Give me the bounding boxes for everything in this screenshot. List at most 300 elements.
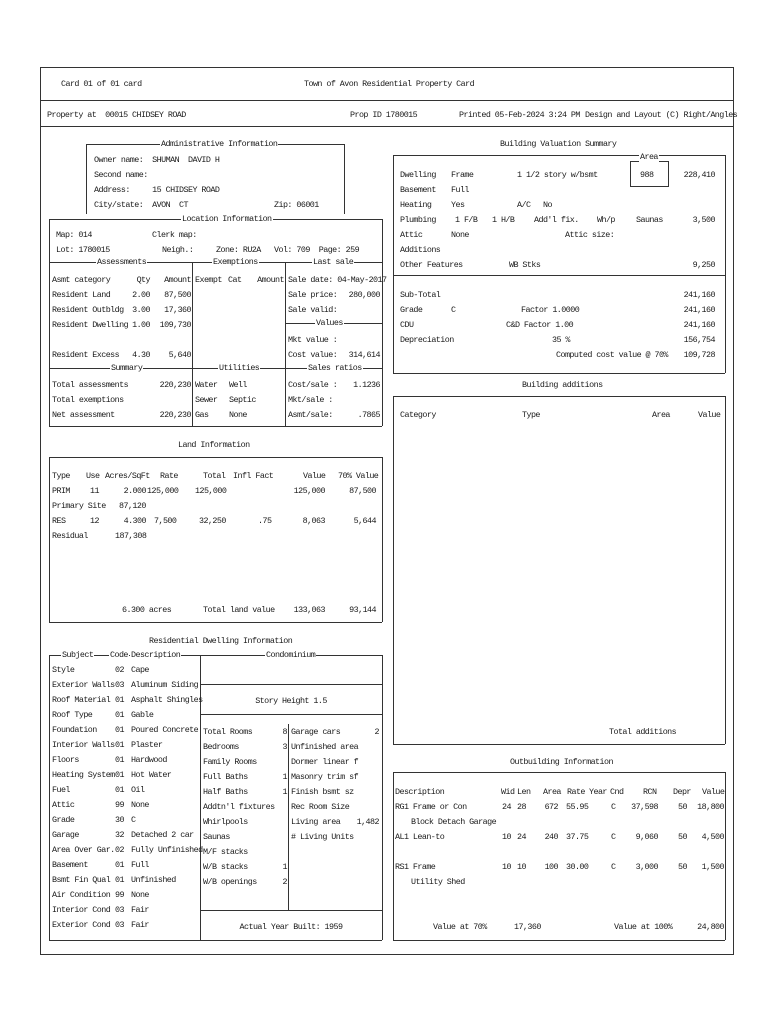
divider xyxy=(40,100,734,101)
outbuilding-rcn: 3,000 xyxy=(635,862,658,872)
ob-header-wid: Wid xyxy=(501,787,515,797)
outbuilding-desc: RS1 Frame xyxy=(395,862,436,872)
dwelling-feature-label: # Living Units xyxy=(291,832,354,842)
code-header: Code xyxy=(110,650,128,660)
dwelling-subject: Roof Type xyxy=(52,710,93,720)
cost-sale-value: 1.1236 xyxy=(353,380,380,390)
dwelling-room-label: Bedrooms xyxy=(203,742,239,752)
asmt-qty-header: Qty xyxy=(136,275,150,285)
outbuilding-value: 4,500 xyxy=(701,832,724,842)
dwelling-code: 32 xyxy=(115,830,124,840)
dwelling-room-value: 3 xyxy=(282,742,287,752)
dwelling-style: 1 1/2 story w/bsmt xyxy=(517,170,598,180)
total-acres: 6.300 acres xyxy=(122,605,172,615)
dwelling-subject: Air Condition xyxy=(52,890,111,900)
subtotal-value: 241,160 xyxy=(683,290,715,300)
mkt-value: Mkt value : xyxy=(288,335,338,345)
additions-title: Building additions xyxy=(522,380,603,390)
outbuilding-len: 10 xyxy=(517,862,526,872)
sale-date: Sale date: 04-May-2017 xyxy=(288,275,387,285)
dwelling-room-value: 1 xyxy=(282,862,287,872)
land-row-type: PRIM xyxy=(52,486,70,496)
dwelling-room-label: Half Baths xyxy=(203,787,248,797)
addl-fixtures: Add'l fix. xyxy=(534,215,579,225)
dwelling-feature-label: Unfinished area xyxy=(291,742,359,752)
divider xyxy=(725,772,726,940)
admin-section-label: Administrative Information xyxy=(161,139,278,149)
primary-site-value: 87,120 xyxy=(119,501,146,511)
divider xyxy=(382,219,383,426)
total-land-label: Total land value xyxy=(203,605,275,615)
dwelling-subject: Floors xyxy=(52,755,79,765)
divider xyxy=(49,457,50,622)
attic-value: None xyxy=(451,230,469,240)
outbuilding-wid: 10 xyxy=(502,832,511,842)
full-baths: 1 F/B xyxy=(455,215,478,225)
grade-value: C xyxy=(451,305,456,315)
dwelling-code: 99 xyxy=(115,800,124,810)
dwelling-code: 03 xyxy=(115,905,124,915)
divider xyxy=(725,155,726,373)
grade-total: 241,160 xyxy=(683,305,715,315)
sale-price-label: Sale price: xyxy=(288,290,338,300)
value-100: 24,800 xyxy=(697,922,724,932)
subject-header: Subject xyxy=(62,650,94,660)
divider xyxy=(200,714,382,715)
divider xyxy=(200,910,382,911)
location-section-label: Location Information xyxy=(182,214,272,224)
land-header-use: Use xyxy=(86,471,100,481)
assessments-label: Assessments xyxy=(97,257,147,267)
other-features-label: Other Features xyxy=(400,260,463,270)
outbuilding-depr: 50 xyxy=(678,862,687,872)
dwelling-subject: Heating System xyxy=(52,770,115,780)
dwelling-code: 02 xyxy=(115,845,124,855)
outbuilding-cnd: C xyxy=(611,832,616,842)
clerk-map: Clerk map: xyxy=(152,230,197,240)
map-number: Map: 014 xyxy=(56,230,92,240)
total-exemptions-label: Total exemptions xyxy=(52,395,124,405)
cost-value: 314,614 xyxy=(348,350,380,360)
dwelling-room-label: Total Rooms xyxy=(203,727,253,737)
neighborhood: Neigh.: xyxy=(162,245,194,255)
land-row-use: 12 xyxy=(90,516,99,526)
outbuilding-cnd: C xyxy=(611,862,616,872)
cdu-label: CDU xyxy=(400,320,414,330)
ob-header-year: Year xyxy=(589,787,607,797)
additions-category-header: Category xyxy=(400,410,436,420)
cdu-total: 241,160 xyxy=(683,320,715,330)
attic-size: Attic size: xyxy=(565,230,615,240)
divider xyxy=(393,744,725,745)
divider xyxy=(285,262,286,426)
divider xyxy=(393,772,725,773)
outbuilding-rate: 37.75 xyxy=(566,832,589,842)
other-features-desc: WB Stks xyxy=(509,260,541,270)
dwelling-area: 988 xyxy=(640,170,654,180)
dwelling-description: Plaster xyxy=(131,740,163,750)
dwelling-code: 01 xyxy=(115,695,124,705)
sale-price: 280,000 xyxy=(348,290,380,300)
dwelling-description: Poured Concrete xyxy=(131,725,199,735)
dwelling-room-value: 8 xyxy=(282,727,287,737)
valuation-title: Building Valuation Summary xyxy=(500,139,617,149)
additions-value-header: Value xyxy=(698,410,721,420)
second-name: Second name: xyxy=(94,170,148,180)
dwelling-subject: Basement xyxy=(52,860,88,870)
land-row-rate: 125,000 xyxy=(147,486,179,496)
dwelling-room-label: Full Baths xyxy=(203,772,248,782)
land-row-total: 32,250 xyxy=(199,516,226,526)
mkt-sale-label: Mkt/sale : xyxy=(288,395,333,405)
cost-value-label: Cost value: xyxy=(288,350,338,360)
basement-label: Basement xyxy=(400,185,436,195)
dwelling-room-label: M/F stacks xyxy=(203,847,248,857)
utilities-label: Utilities xyxy=(219,363,260,373)
asmt-sale-value: .7865 xyxy=(357,410,380,420)
ac-value: No xyxy=(543,200,552,210)
dwelling-feature-label: Dormer linear f xyxy=(291,757,359,767)
divider xyxy=(393,940,725,941)
land-row-acres: 2.000 xyxy=(123,486,146,496)
ob-header-desc: Description xyxy=(395,787,445,797)
land-header-value: Value xyxy=(303,471,326,481)
outbuilding-cnd: C xyxy=(611,802,616,812)
land-header-70: 70% Value xyxy=(338,471,379,481)
additions-type-header: Type xyxy=(522,410,540,420)
dwelling-feature-value: 1,482 xyxy=(356,817,379,827)
asmt-excess-amount: 5,640 xyxy=(168,350,191,360)
dwelling-code: 01 xyxy=(115,875,124,885)
dwelling-description: None xyxy=(131,800,149,810)
last-sale-label: Last sale xyxy=(313,257,354,267)
heating-value: Yes xyxy=(451,200,465,210)
net-assessment: 220,230 xyxy=(159,410,191,420)
total-assessments: 220,230 xyxy=(159,380,191,390)
outbuilding-rate: 55.95 xyxy=(566,802,589,812)
divider xyxy=(49,622,382,623)
sales-ratios-label: Sales ratios xyxy=(308,363,362,373)
dwelling-subject: Interior Cond xyxy=(52,905,111,915)
asmt-row-cat: Resident Land xyxy=(52,290,111,300)
land-row-70: 87,500 xyxy=(349,486,376,496)
outbuilding-value: 18,800 xyxy=(697,802,724,812)
divider xyxy=(49,457,382,458)
dwelling-description: Aluminum Siding xyxy=(131,680,199,690)
dwelling-subject: Exterior Walls xyxy=(52,680,115,690)
grade-factor: Factor 1.0000 xyxy=(521,305,580,315)
land-row-infl: .75 xyxy=(258,516,272,526)
dwelling-feature-label: Rec Room Size xyxy=(291,802,350,812)
dwelling-code: 01 xyxy=(115,770,124,780)
divider xyxy=(49,655,50,940)
dwelling-subject: Foundation xyxy=(52,725,97,735)
exemptions-label: Exemptions xyxy=(213,257,258,267)
saunas: Saunas xyxy=(636,215,663,225)
asmt-row-cat: Resident Outbldg xyxy=(52,305,124,315)
dwelling-code: 01 xyxy=(115,755,124,765)
dwelling-description: None xyxy=(131,890,149,900)
dwelling-subject: Grade xyxy=(52,815,75,825)
dwelling-feature-label: Masonry trim sf xyxy=(291,772,359,782)
dwelling-description: Hardwood xyxy=(131,755,167,765)
ob-header-depr: Depr xyxy=(673,787,691,797)
dwelling-code: 01 xyxy=(115,740,124,750)
dwelling-description: Fair xyxy=(131,905,149,915)
outbuilding-rate: 30.00 xyxy=(566,862,589,872)
dwelling-room-label: Family Rooms xyxy=(203,757,257,767)
land-row-value: 8,063 xyxy=(302,516,325,526)
asmt-row-amount: 87,500 xyxy=(164,290,191,300)
land-row-70: 5,644 xyxy=(353,516,376,526)
dwelling-code: 03 xyxy=(115,680,124,690)
dwelling-feature-label: Living area xyxy=(291,817,341,827)
asmt-sale-label: Asmt/sale: xyxy=(288,410,333,420)
residual-label: Residual xyxy=(52,531,88,541)
total-land-70: 93,144 xyxy=(349,605,376,615)
dwelling-feature-label: Finish bsmt sz xyxy=(291,787,354,797)
outbuilding-value: 1,500 xyxy=(701,862,724,872)
additions-area-header: Area xyxy=(652,410,670,420)
land-title: Land Information xyxy=(178,440,250,450)
dwelling-room-label: W/B stacks xyxy=(203,862,248,872)
ob-header-rcn: RCN xyxy=(643,787,657,797)
ob-header-len: Len xyxy=(517,787,531,797)
dwelling-room-label: Whirlpools xyxy=(203,817,248,827)
dwelling-code: 03 xyxy=(115,920,124,930)
dwelling-code: 01 xyxy=(115,785,124,795)
dwelling-description: Unfinished xyxy=(131,875,176,885)
depreciation-label: Depreciation xyxy=(400,335,454,345)
land-header-acres: Acres/SqFt xyxy=(105,471,150,481)
outbuilding-subdesc: Block Detach Garage xyxy=(411,817,497,827)
divider xyxy=(344,144,345,214)
sale-valid: Sale valid: xyxy=(288,305,338,315)
description-header: Description xyxy=(131,650,181,660)
dwelling-value: 228,410 xyxy=(683,170,715,180)
land-header-total: Total xyxy=(203,471,226,481)
gas-value: None xyxy=(229,410,247,420)
land-row-value: 125,000 xyxy=(293,486,325,496)
dwelling-room-label: Saunas xyxy=(203,832,230,842)
divider xyxy=(192,262,193,426)
outbuilding-desc: RG1 Frame or Con xyxy=(395,802,467,812)
ac-label: A/C xyxy=(517,200,531,210)
outbuilding-depr: 50 xyxy=(678,802,687,812)
dwelling-subject: Area Over Gar. xyxy=(52,845,115,855)
dwelling-subject: Style xyxy=(52,665,75,675)
property-address: Property at 00015 CHIDSEY ROAD xyxy=(47,110,186,120)
divider xyxy=(49,940,382,941)
divider xyxy=(393,396,394,744)
outbuilding-desc: AL1 Lean-to xyxy=(395,832,445,842)
divider xyxy=(393,155,394,373)
value-70-label: Value at 70% xyxy=(433,922,487,932)
story-height: Story Height 1.5 xyxy=(255,696,327,706)
gas-label: Gas xyxy=(195,410,209,420)
dwelling-code: 99 xyxy=(115,890,124,900)
card-number: Card 01 of 01 card xyxy=(61,79,142,89)
cd-factor: C&D Factor 1.00 xyxy=(506,320,574,330)
land-row-rate: 7,500 xyxy=(154,516,177,526)
outbuilding-area: 240 xyxy=(544,832,558,842)
cost-sale-label: Cost/sale : xyxy=(288,380,338,390)
land-row-total: 125,000 xyxy=(195,486,227,496)
dwelling-title: Residential Dwelling Information xyxy=(149,636,293,646)
outbuilding-area: 672 xyxy=(544,802,558,812)
land-row-acres: 4.300 xyxy=(123,516,146,526)
outbuilding-wid: 24 xyxy=(502,802,511,812)
divider xyxy=(288,724,289,910)
total-land-value: 133,063 xyxy=(293,605,325,615)
divider xyxy=(200,684,382,685)
total-additions-label: Total additions xyxy=(609,727,677,737)
ob-header-rate: Rate xyxy=(567,787,585,797)
dwelling-subject: Attic xyxy=(52,800,75,810)
dwelling-code: 01 xyxy=(115,710,124,720)
grade-label: Grade xyxy=(400,305,423,315)
ob-header-area: Area xyxy=(543,787,561,797)
dwelling-code: 30 xyxy=(115,815,124,825)
zip-code: Zip: 06001 xyxy=(274,200,319,210)
plumbing-label: Plumbing xyxy=(400,215,436,225)
outbuilding-subdesc: Utility Shed xyxy=(411,877,465,887)
outbuilding-rcn: 9,060 xyxy=(635,832,658,842)
printed-date: Printed 05-Feb-2024 3:24 PM xyxy=(459,110,580,120)
year-built: Actual Year Built: 1959 xyxy=(239,922,343,932)
divider xyxy=(49,426,382,427)
outbuilding-wid: 10 xyxy=(502,862,511,872)
depreciation-value: 156,754 xyxy=(683,335,715,345)
divider xyxy=(393,772,394,940)
divider xyxy=(86,144,87,214)
dwelling-room-value: 1 xyxy=(282,787,287,797)
computed-cost-label: Computed cost value @ 70% xyxy=(556,350,668,360)
additions-label: Additions xyxy=(400,245,441,255)
dwelling-description: Asphalt Shingles xyxy=(131,695,203,705)
whirlpool: Wh/p xyxy=(597,215,615,225)
outbuilding-title: Outbuilding Information xyxy=(510,757,613,767)
dwelling-room-value: 2 xyxy=(282,877,287,887)
dwelling-description: Oil xyxy=(131,785,145,795)
outbuilding-depr: 50 xyxy=(678,832,687,842)
city-state: City/state: AVON CT xyxy=(94,200,188,210)
zone: Zone: RU2A xyxy=(216,245,261,255)
dwelling-subject: Garage xyxy=(52,830,79,840)
sewer-label: Sewer xyxy=(195,395,218,405)
divider xyxy=(393,396,725,397)
owner-address: Address: 15 CHIDSEY ROAD xyxy=(94,185,220,195)
dwelling-subject: Exterior Cond xyxy=(52,920,111,930)
outbuilding-len: 24 xyxy=(517,832,526,842)
divider xyxy=(382,655,383,940)
land-row-type: RES xyxy=(52,516,66,526)
divider xyxy=(725,396,726,744)
divider xyxy=(382,457,383,622)
dwelling-label: Dwelling xyxy=(400,170,436,180)
dwelling-subject: Bsmt Fin Qual xyxy=(52,875,111,885)
asmt-amount-header: Amount xyxy=(164,275,191,285)
dwelling-description: Fully Unfinished xyxy=(131,845,203,855)
divider xyxy=(49,655,382,656)
dwelling-code: 02 xyxy=(115,665,124,675)
asmt-excess-qty: 4.30 xyxy=(132,350,150,360)
asmt-row-qty: 3.00 xyxy=(132,305,150,315)
lot-number: Lot: 1780015 xyxy=(56,245,110,255)
divider xyxy=(49,219,50,426)
exempt-amount-header: Amount xyxy=(257,275,284,285)
subtotal-label: Sub-Total xyxy=(400,290,441,300)
outbuilding-len: 28 xyxy=(517,802,526,812)
value-70: 17,360 xyxy=(514,922,541,932)
area-label: Area xyxy=(640,152,658,162)
dwelling-code: 01 xyxy=(115,725,124,735)
water-label: Water xyxy=(195,380,218,390)
dwelling-description: Gable xyxy=(131,710,154,720)
net-assessment-label: Net assessment xyxy=(52,410,115,420)
divider xyxy=(393,155,725,156)
dwelling-feature-label: Garage cars xyxy=(291,727,341,737)
heating-label: Heating xyxy=(400,200,432,210)
dwelling-description: Hot Water xyxy=(131,770,172,780)
outbuilding-rcn: 37,598 xyxy=(631,802,658,812)
prop-id: Prop ID 1780015 xyxy=(350,110,418,120)
land-header-type: Type xyxy=(52,471,70,481)
summary-label: Summary xyxy=(111,363,143,373)
dwelling-feature-value: 2 xyxy=(374,727,379,737)
asmt-row-cat: Resident Dwelling xyxy=(52,320,129,330)
dwelling-description: Detached 2 car xyxy=(131,830,194,840)
exempt-cat-header: Cat xyxy=(228,275,242,285)
condominium-label: Condominium xyxy=(266,650,316,660)
primary-site-label: Primary Site xyxy=(52,501,106,511)
depreciation-pct: 35 % xyxy=(552,335,570,345)
land-header-infl: Infl Fact xyxy=(233,471,274,481)
asmt-row-qty: 2.00 xyxy=(132,290,150,300)
values-label: Values xyxy=(316,318,343,328)
dwelling-code: 01 xyxy=(115,860,124,870)
dwelling-room-value: 1 xyxy=(282,772,287,782)
dwelling-description: Cape xyxy=(131,665,149,675)
asmt-row-amount: 17,360 xyxy=(164,305,191,315)
other-features-value: 9,250 xyxy=(692,260,715,270)
attic-label: Attic xyxy=(400,230,423,240)
dwelling-room-label: W/B openings xyxy=(203,877,257,887)
land-row-use: 11 xyxy=(90,486,99,496)
asmt-excess-cat: Resident Excess xyxy=(52,350,120,360)
ob-header-cnd: Cnd xyxy=(610,787,624,797)
residual-value: 187,308 xyxy=(115,531,147,541)
basement-value: Full xyxy=(451,185,469,195)
total-assessments-label: Total assessments xyxy=(52,380,129,390)
plumbing-value: 3,500 xyxy=(692,215,715,225)
exempt-header: Exempt xyxy=(195,275,222,285)
dwelling-room-label: Addtn'l fixtures xyxy=(203,802,275,812)
volume-page: Vol: 709 Page: 259 xyxy=(274,245,360,255)
divider xyxy=(40,126,734,127)
dwelling-description: C xyxy=(131,815,136,825)
dwelling-description: Fair xyxy=(131,920,149,930)
card-title: Town of Avon Residential Property Card xyxy=(304,79,475,89)
land-header-rate: Rate xyxy=(160,471,178,481)
design-credit: Design and Layout (C) Right/Angles xyxy=(585,110,738,120)
asmt-row-amount: 109,730 xyxy=(159,320,191,330)
sewer-value: Septic xyxy=(229,395,256,405)
asmt-category-header: Asmt category xyxy=(52,275,111,285)
dwelling-description: Full xyxy=(131,860,149,870)
value-100-label: Value at 100% xyxy=(614,922,673,932)
dwelling-subject: Roof Material xyxy=(52,695,111,705)
